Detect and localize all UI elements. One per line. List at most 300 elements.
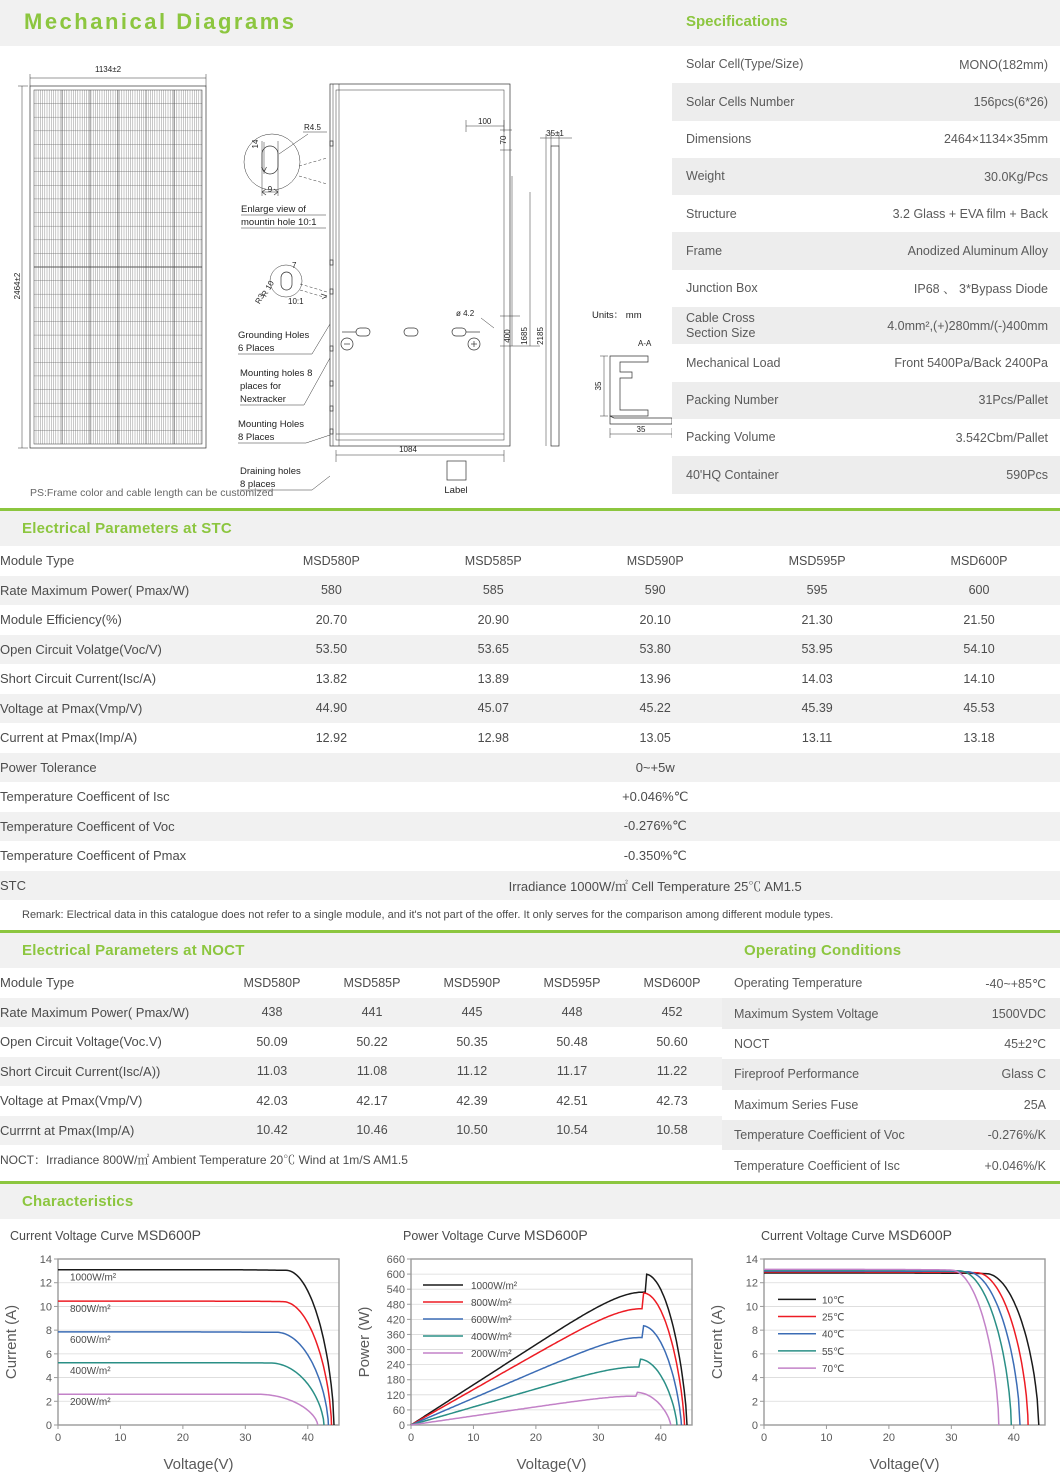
- stc-row-value: 14.03: [801, 671, 833, 686]
- electrical-stc-band: [0, 508, 1060, 546]
- chart-model: MSD600P: [523, 1226, 588, 1243]
- stc-row-value: 580: [320, 583, 342, 598]
- legend-label: 25℃: [822, 1312, 845, 1324]
- table-row: [0, 782, 1060, 812]
- enlarge-view-label-1: Enlarge view of: [241, 204, 306, 215]
- operating-condition-key: Maximum System Voltage: [734, 1006, 879, 1021]
- stc-row-value: 590: [644, 583, 666, 598]
- stc-row-value: 13.82: [315, 671, 348, 686]
- stc-span-label: Temperature Coefficent of Pmax: [0, 848, 187, 864]
- chart-model: MSD600P: [137, 1226, 201, 1243]
- legend-label: 200W/m²: [471, 1348, 512, 1360]
- table-row: [0, 723, 1060, 753]
- operating-condition-value: -0.276%/K: [987, 1128, 1046, 1143]
- operating-condition-row: [722, 1090, 1060, 1120]
- legend-label: 70℃: [822, 1363, 845, 1375]
- x-tick: 10: [114, 1431, 127, 1444]
- operating-condition-row: [722, 1120, 1060, 1150]
- y-axis-label: Power (W): [356, 1306, 373, 1378]
- section-label-aa: A-A: [638, 339, 652, 348]
- dim-2185: 2185: [536, 327, 545, 345]
- stc-model-header: MSD595P: [788, 553, 846, 568]
- spec-value: 31Pcs/Pallet: [978, 393, 1048, 408]
- dim-35-pm1: 35±1: [546, 129, 564, 138]
- operating-condition-row: [722, 998, 1060, 1028]
- stc-row-value: 53.95: [801, 642, 833, 657]
- y-tick: 480: [386, 1299, 405, 1312]
- spec-key: 40'HQ Container: [686, 467, 779, 482]
- dim-1084: 1084: [399, 445, 417, 454]
- stc-model-header: MSD580P: [302, 553, 360, 568]
- stc-row-value: 54.10: [963, 642, 995, 657]
- y-tick: 14: [745, 1253, 758, 1266]
- chart-1: [0, 1227, 353, 1477]
- callout-draining-holes: Draining holes: [240, 466, 301, 477]
- spec-value: 590Pcs: [1006, 467, 1048, 482]
- spec-key: Weight: [686, 169, 725, 184]
- noct-operating-section: [0, 930, 1060, 1181]
- specifications-panel: [672, 0, 1060, 508]
- spec-key: Solar Cells Number: [686, 94, 795, 109]
- stc-row-value: 14.10: [963, 671, 995, 686]
- spec-key: Packing Number: [686, 393, 779, 408]
- stc-row-value: 45.39: [801, 701, 833, 716]
- mechanical-diagrams-title: Mechanical Diagrams: [24, 9, 297, 34]
- table-row: [0, 871, 1060, 901]
- operating-condition-key: Temperature Coefficient of Voc: [734, 1128, 905, 1143]
- noct-row-label: Currrnt at Pmax(Imp/A): [0, 1122, 135, 1138]
- characteristics-band: [0, 1181, 1060, 1219]
- legend-label: 10℃: [822, 1295, 845, 1307]
- table-row: [0, 968, 722, 998]
- noct-row-value: 452: [661, 1005, 683, 1020]
- stc-span-label: STC: [0, 877, 26, 893]
- table-row: [0, 1057, 722, 1087]
- operating-condition-row: [722, 968, 1060, 998]
- y-axis-label: Current (A): [709, 1304, 726, 1379]
- legend-label: 400W/m²: [70, 1365, 111, 1377]
- x-tick: 10: [467, 1431, 480, 1444]
- y-tick: 600: [386, 1268, 405, 1281]
- chart-title: [706, 1227, 1059, 1243]
- stc-row-label: Rate Maximum Power( Pmax/W): [0, 582, 190, 598]
- spec-key: Junction Box: [686, 281, 758, 296]
- spec-key: Dimensions: [686, 132, 752, 147]
- label-text: Label: [444, 485, 468, 496]
- x-tick: 40: [654, 1431, 667, 1444]
- y-tick: 12: [39, 1277, 52, 1290]
- y-tick: 10: [39, 1301, 52, 1314]
- noct-model-header: MSD600P: [643, 975, 701, 990]
- electrical-stc-table: [0, 546, 1060, 900]
- stc-span-label: Temperature Coefficent of Isc: [0, 789, 170, 805]
- table-row: [0, 635, 1060, 665]
- noct-row-value: 10.54: [556, 1123, 588, 1138]
- operating-condition-value: 45±2℃: [1004, 1037, 1046, 1052]
- y-tick: 4: [751, 1372, 758, 1385]
- dim-70: 70: [499, 135, 508, 145]
- noct-row-value: 11.22: [656, 1064, 688, 1079]
- stc-span-value: -0.350%℃: [623, 847, 687, 863]
- stc-row-value: 53.65: [477, 642, 509, 657]
- spec-value: 156pcs(6*26): [973, 94, 1048, 109]
- table-row: [0, 1027, 722, 1057]
- spec-value: 30.0Kg/Pcs: [984, 169, 1048, 184]
- x-tick: 30: [945, 1431, 958, 1444]
- operating-condition-row: [722, 1029, 1060, 1059]
- dim-14: 14: [251, 139, 260, 149]
- stc-row-value: 21.30: [801, 612, 833, 627]
- noct-row-label: Open Circuit Voltage(Voc.V): [0, 1034, 162, 1050]
- noct-row-value: 42.03: [256, 1093, 288, 1108]
- stc-row-value: 13.89: [477, 671, 509, 686]
- front-view-height-dim: 2464±2: [13, 272, 22, 300]
- stc-row-value: 12.92: [315, 730, 348, 745]
- stc-row-label: Module Efficiency(%): [0, 612, 122, 628]
- dim-r10: R 10: [259, 279, 276, 299]
- table-row: [0, 1086, 722, 1116]
- spec-value: Front 5400Pa/Back 2400Pa: [894, 356, 1048, 371]
- dim-r3: R3: [253, 292, 267, 306]
- y-tick: 300: [386, 1344, 405, 1357]
- operating-condition-key: Maximum Series Fuse: [734, 1097, 859, 1112]
- legend-label: 1000W/m²: [471, 1280, 518, 1292]
- spec-key: Solar Cell(Type/Size): [686, 57, 804, 72]
- y-axis-label: Current (A): [3, 1304, 20, 1379]
- noct-row-value: 10.42: [256, 1123, 288, 1138]
- table-row: [0, 664, 1060, 694]
- spec-key: Frame: [686, 243, 723, 258]
- stc-row-value: 20.70: [315, 612, 348, 627]
- x-tick: 20: [176, 1431, 190, 1444]
- specifications-table: [672, 46, 1060, 494]
- spec-row: [672, 232, 1060, 269]
- ps-note: PS:Frame color and cable length can be customized: [30, 487, 274, 499]
- x-tick: 30: [239, 1431, 252, 1444]
- y-tick: 360: [386, 1329, 405, 1342]
- noct-row-value: 11.08: [356, 1064, 388, 1079]
- spec-value: 2464×1134×35mm: [943, 132, 1048, 147]
- y-tick: 420: [386, 1314, 405, 1327]
- table-row: [0, 841, 1060, 871]
- stc-span-label: Power Tolerance: [0, 759, 97, 775]
- x-axis-label: Voltage(V): [516, 1455, 587, 1473]
- y-tick: 6: [45, 1348, 52, 1361]
- dim-400: 400: [503, 329, 512, 343]
- electrical-noct-title: Electrical Parameters at NOCT: [22, 942, 245, 959]
- y-tick: 660: [386, 1253, 405, 1266]
- chart-model: MSD600P: [888, 1226, 952, 1243]
- units-label: Units： mm: [592, 310, 642, 321]
- dim-7: 7: [292, 261, 297, 270]
- operating-condition-value: Glass C: [1001, 1067, 1046, 1082]
- callout-mounting-holes: Mounting Holes: [238, 419, 305, 430]
- x-tick: 0: [407, 1431, 415, 1444]
- stc-row-label: Open Circuit Volatge(Voc/V): [0, 641, 162, 657]
- stc-model-header: MSD590P: [626, 553, 684, 568]
- stc-span-value: -0.276%℃: [623, 818, 687, 834]
- legend-label: 1000W/m²: [70, 1272, 117, 1284]
- operating-conditions-title: Operating Conditions: [744, 942, 902, 959]
- spec-key: Structure: [686, 206, 737, 221]
- noct-row-value: 11.17: [556, 1064, 588, 1079]
- front-view-width-dim: 1134±2: [95, 65, 122, 74]
- legend-label: 800W/m²: [70, 1303, 111, 1315]
- stc-span-value: 0~+5w: [635, 759, 675, 775]
- y-tick: 8: [45, 1324, 52, 1337]
- spec-value: MONO(182mm): [959, 57, 1048, 72]
- stc-row-label: Current at Pmax(Imp/A): [0, 730, 138, 746]
- y-tick: 2: [751, 1396, 758, 1409]
- callout-grounding-holes: Grounding Holes: [238, 330, 310, 341]
- spec-row: [672, 456, 1060, 493]
- noct-model-header: MSD580P: [243, 975, 301, 990]
- chart-title-text: Current Voltage Curve: [10, 1228, 134, 1243]
- legend-label: 800W/m²: [471, 1297, 512, 1309]
- noct-row-value: 42.39: [456, 1093, 488, 1108]
- x-tick: 10: [820, 1431, 833, 1444]
- table-row: [0, 546, 1060, 576]
- y-tick: 0: [45, 1419, 52, 1432]
- stc-row-label: Short Circuit Current(Isc/A): [0, 671, 157, 687]
- noct-row-value: 50.60: [656, 1034, 688, 1049]
- stc-row-value: 13.96: [639, 671, 671, 686]
- chart-title-text: Power Voltage Curve: [403, 1228, 521, 1243]
- noct-model-header: MSD590P: [443, 975, 501, 990]
- stc-row-value: 13.05: [639, 730, 671, 745]
- y-tick: 6: [751, 1348, 758, 1361]
- callout-nextracker-1: Mounting holes 8: [240, 368, 313, 379]
- spec-row: [672, 46, 1060, 83]
- noct-row-value: 10.58: [656, 1123, 688, 1138]
- callout-grounding-places: 6 Places: [238, 343, 275, 354]
- chart-svg: [706, 1247, 1059, 1477]
- callout-nextracker-3: Nextracker: [240, 394, 286, 405]
- spec-row: [672, 344, 1060, 381]
- noct-row-label: Voltage at Pmax(Vmp/V): [0, 1093, 143, 1109]
- stc-span-label: Temperature Coefficent of Voc: [0, 818, 175, 834]
- dim-scale-10-1: 10:1: [288, 297, 304, 306]
- noct-row-value: 441: [361, 1005, 383, 1020]
- stc-row-label: Voltage at Pmax(Vmp/V): [0, 700, 143, 716]
- operating-condition-value: 1500VDC: [991, 1006, 1046, 1021]
- spec-key: Mechanical Load: [686, 355, 781, 370]
- top-section: [0, 0, 1060, 508]
- legend-label: 55℃: [822, 1346, 845, 1358]
- operating-condition-key: Fireproof Performance: [734, 1067, 860, 1082]
- stc-row-value: 20.10: [639, 612, 671, 627]
- y-tick: 240: [386, 1359, 405, 1372]
- operating-condition-value: -40~+85℃: [985, 976, 1046, 991]
- noct-row-value: 42.51: [556, 1093, 588, 1108]
- x-tick: 0: [760, 1431, 768, 1444]
- noct-row-value: 42.73: [656, 1093, 688, 1108]
- table-row: [0, 753, 1060, 783]
- y-tick: 14: [39, 1253, 52, 1266]
- stc-model-header: MSD600P: [950, 553, 1008, 568]
- spec-row: [672, 158, 1060, 195]
- x-tick: 0: [54, 1431, 62, 1444]
- y-tick: 8: [751, 1324, 758, 1337]
- y-tick: 12: [745, 1277, 758, 1290]
- stc-span-value: Irradiance 1000W/㎡ Cell Temperature 25℃ AM1.5: [508, 878, 802, 894]
- table-row: [0, 812, 1060, 842]
- noct-row-label: Rate Maximum Power( Pmax/W): [0, 1004, 190, 1020]
- spec-value: 3.2 Glass + EVA film + Back: [892, 206, 1048, 221]
- electrical-noct-band: [0, 930, 722, 968]
- x-tick: 30: [592, 1431, 605, 1444]
- stc-model-header: MSD585P: [464, 553, 522, 568]
- table-row: [0, 998, 722, 1028]
- chart-2: [353, 1227, 706, 1477]
- spec-row: [672, 270, 1060, 307]
- table-row: [0, 1145, 722, 1175]
- characteristics-title: Characteristics: [22, 1192, 134, 1210]
- stc-span-value: +0.046%℃: [622, 788, 689, 804]
- enlarge-view-label-2: mountin hole 10:1: [241, 217, 317, 228]
- stc-module-type-label: Module Type: [0, 553, 75, 569]
- x-tick: 40: [301, 1431, 314, 1444]
- legend-label: 40℃: [822, 1329, 845, 1341]
- operating-conditions-panel: [722, 930, 1060, 1181]
- spec-value: 4.0mm²,(+)280mm/(-)400mm: [887, 318, 1048, 333]
- stc-row-value: 12.98: [477, 730, 509, 745]
- y-tick: 2: [45, 1396, 52, 1409]
- characteristics-charts: [0, 1219, 1060, 1477]
- noct-row-value: 50.35: [456, 1034, 488, 1049]
- operating-condition-row: [722, 1059, 1060, 1089]
- stc-row-value: 44.90: [315, 701, 348, 716]
- chart-title-text: Current Voltage Curve: [761, 1228, 885, 1243]
- noct-row-value: 11.12: [456, 1064, 488, 1079]
- mechanical-drawing: [0, 46, 672, 508]
- table-row: [0, 605, 1060, 635]
- x-tick: 20: [529, 1431, 543, 1444]
- stc-remark: Remark: Electrical data in this catalogue does not refer to a single module, and it's not part of the offer. It only serves for the comparison among different module types.: [22, 909, 834, 921]
- table-row: [0, 1116, 722, 1146]
- stc-row-value: 595: [806, 583, 828, 598]
- series-line: [764, 1271, 1020, 1425]
- callout-nextracker-2: places for: [240, 381, 282, 392]
- table-row: [0, 694, 1060, 724]
- spec-row: [672, 195, 1060, 232]
- noct-row-value: 50.09: [256, 1034, 288, 1049]
- dim-diameter-4-2: ø 4.2: [456, 309, 475, 318]
- stc-row-value: 53.80: [639, 642, 671, 657]
- dim-9: 9: [267, 185, 273, 194]
- stc-row-value: 21.50: [963, 612, 995, 627]
- chart-title: [0, 1227, 353, 1243]
- noct-row-value: 42.17: [356, 1093, 388, 1108]
- noct-row-value: 11.03: [256, 1064, 288, 1079]
- operating-condition-key: NOCT: [734, 1036, 770, 1051]
- operating-condition-value: +0.046%/K: [984, 1158, 1046, 1173]
- noct-row-value: 445: [461, 1005, 483, 1020]
- spec-key: Packing Volume: [686, 430, 776, 445]
- operating-condition-row: [722, 1150, 1060, 1180]
- legend-label: 600W/m²: [70, 1334, 111, 1346]
- operating-condition-value: 25A: [1023, 1097, 1046, 1112]
- dim-frame-width-35: 35: [636, 425, 646, 434]
- stc-row-value: 45.07: [477, 701, 509, 716]
- mechanical-diagrams-header: [0, 0, 672, 46]
- stc-row-value: 585: [482, 583, 504, 598]
- stc-row-value: 600: [968, 583, 990, 598]
- noct-row-value: 438: [261, 1005, 283, 1020]
- mechanical-diagrams-panel: [0, 0, 672, 508]
- operating-condition-key: Temperature Coefficient of Isc: [734, 1158, 900, 1173]
- y-tick: 60: [392, 1404, 405, 1417]
- x-tick: 40: [1007, 1431, 1020, 1444]
- noct-row-value: 50.22: [356, 1034, 388, 1049]
- stc-row-value: 13.11: [801, 730, 833, 745]
- noct-row-label: Short Circuit Current(Isc/A)): [0, 1063, 161, 1079]
- spec-value: IP68 、 3*Bypass Diode: [913, 282, 1048, 297]
- y-tick: 540: [386, 1283, 405, 1296]
- dim-100: 100: [478, 117, 492, 126]
- spec-row: [672, 419, 1060, 456]
- stc-row-value: 13.18: [963, 730, 995, 745]
- specifications-title: Specifications: [686, 13, 788, 30]
- noct-footnote: NOCT：Irradiance 800W/㎡ Ambient Temperature 20℃ Wind at 1m/S AM1.5: [0, 1153, 408, 1168]
- noct-model-header: MSD585P: [343, 975, 401, 990]
- operating-conditions-band: [722, 930, 1060, 968]
- noct-row-value: 10.46: [356, 1123, 388, 1138]
- operating-conditions-table: [722, 968, 1060, 1181]
- chart-3: [706, 1227, 1059, 1477]
- chart-svg: [353, 1247, 706, 1477]
- spec-key: Cable Cross Section Size: [686, 311, 756, 340]
- y-tick: 0: [398, 1419, 405, 1432]
- legend-label: 200W/m²: [70, 1396, 111, 1408]
- table-row: [0, 576, 1060, 606]
- legend-label: 600W/m²: [471, 1314, 512, 1326]
- y-tick: 0: [751, 1419, 758, 1432]
- spec-row: [672, 83, 1060, 120]
- operating-condition-key: Operating Temperature: [734, 976, 863, 991]
- spec-value: 3.542Cbm/Pallet: [955, 430, 1048, 445]
- stc-row-value: 45.22: [639, 701, 671, 716]
- x-axis-label: Voltage(V): [163, 1455, 234, 1473]
- mechanical-drawing-svg: [0, 46, 672, 508]
- stc-row-value: 20.90: [477, 612, 509, 627]
- electrical-stc-title: Electrical Parameters at STC: [22, 520, 232, 537]
- noct-row-value: 448: [561, 1005, 583, 1020]
- spec-row: [672, 307, 1060, 344]
- y-tick: 4: [45, 1372, 52, 1385]
- callout-mounting-places: 8 Places: [238, 432, 275, 443]
- chart-svg: [0, 1247, 353, 1477]
- y-tick: 10: [745, 1301, 758, 1314]
- spec-value: Anodized Aluminum Alloy: [907, 244, 1048, 259]
- dim-1685: 1685: [520, 327, 529, 345]
- specifications-header: [672, 0, 1060, 46]
- noct-row-value: 50.48: [556, 1034, 588, 1049]
- legend-label: 400W/m²: [471, 1331, 512, 1343]
- stc-row-value: 53.50: [315, 642, 348, 657]
- electrical-noct-panel: [0, 930, 722, 1181]
- series-line: [764, 1272, 1028, 1425]
- y-tick: 180: [386, 1374, 405, 1387]
- dim-r45: R4.5: [304, 123, 321, 132]
- stc-row-value: 45.53: [963, 701, 995, 716]
- noct-row-value: 10.50: [456, 1123, 488, 1138]
- electrical-noct-table: [0, 968, 722, 1175]
- x-axis-label: Voltage(V): [869, 1455, 940, 1473]
- spec-row: [672, 382, 1060, 419]
- noct-module-type-label: Module Type: [0, 975, 75, 991]
- callout-draining-places: 8 places: [240, 479, 276, 490]
